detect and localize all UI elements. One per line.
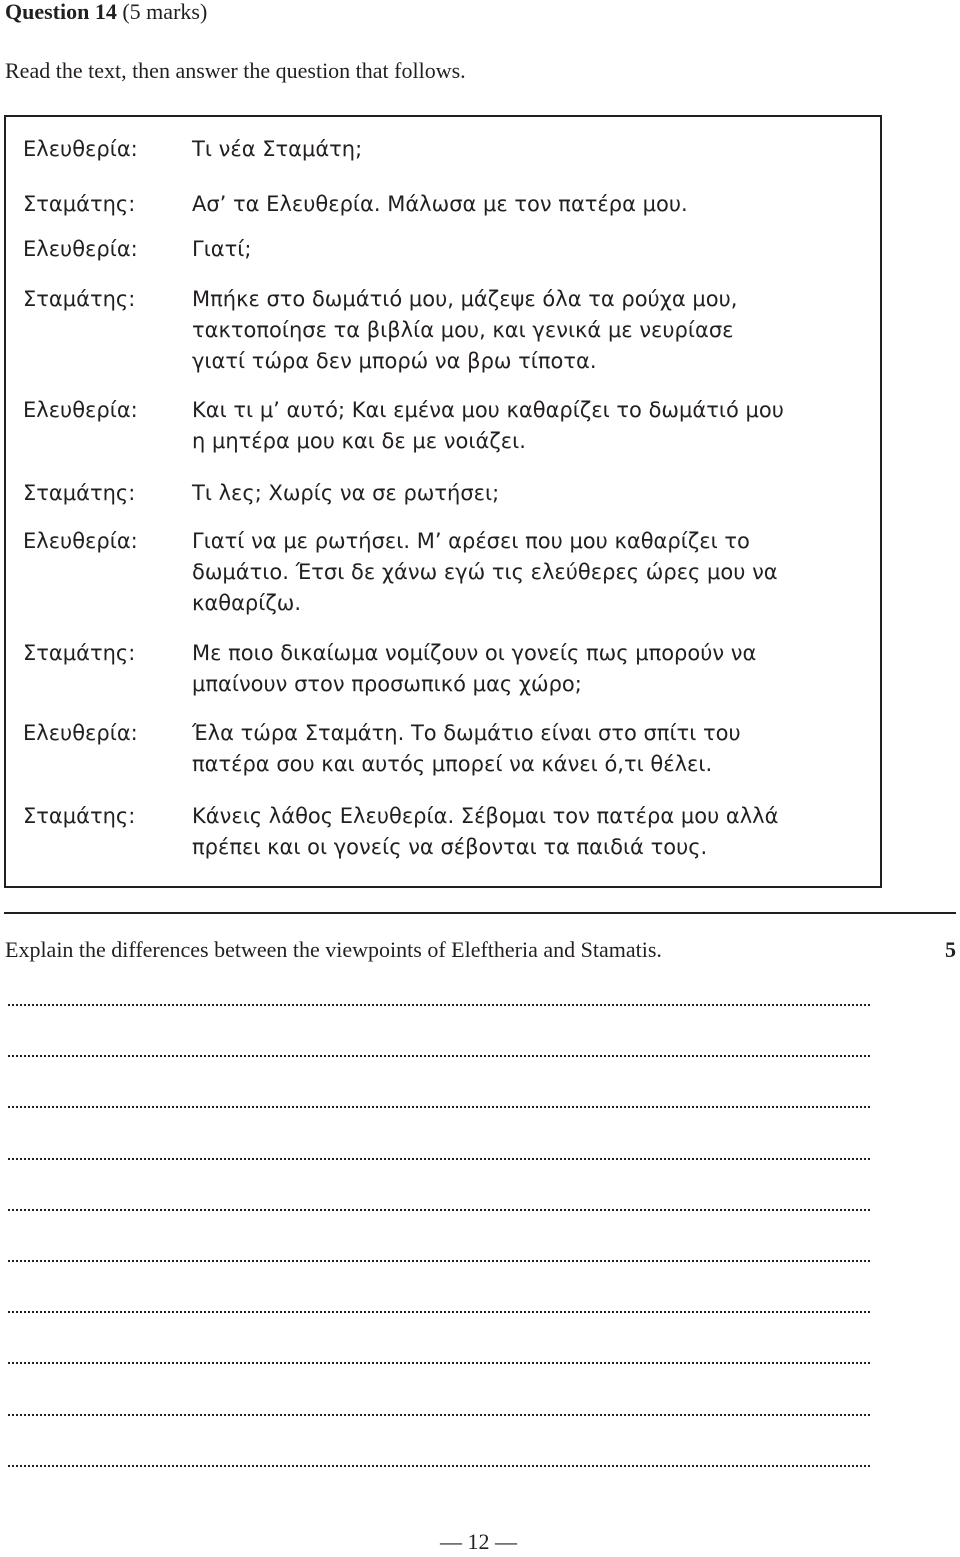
dialogue-box (4, 115, 882, 888)
dialogue-line: πρέπει και οι γονείς να σέβονται τα παιδιά τους. (192, 835, 708, 859)
dialogue-line: καθαρίζω. (192, 591, 302, 615)
dialogue-line: Τι νέα Σταμάτη; (192, 137, 363, 161)
task-marks: 5 (945, 937, 956, 962)
dialogue-line: Με ποιο δικαίωμα νομίζουν οι γονείς πως μπορούν να (192, 641, 757, 665)
dialogue-line: Έλα τώρα Σταμάτη. Το δωμάτιο είναι στο σπίτι του (192, 721, 741, 745)
answer-line[interactable] (8, 1158, 870, 1160)
page-number: — 12 — (440, 1529, 517, 1554)
answer-line[interactable] (8, 1055, 870, 1057)
answer-line[interactable] (8, 1004, 870, 1006)
dialogue-line: τακτοποίησε τα βιβλία μου, και γενικά με νευρίασε (192, 318, 734, 342)
speaker-name: Σταμάτης: (23, 287, 136, 311)
question-title: Question 14 (5, 0, 117, 24)
speaker-name: Σταμάτης: (23, 804, 136, 828)
answer-line[interactable] (8, 1362, 870, 1364)
section-divider (4, 912, 956, 914)
instruction-text: Read the text, then answer the question that follows. (5, 58, 466, 83)
answer-line[interactable] (8, 1209, 870, 1211)
speaker-name: Ελευθερία: (23, 237, 138, 261)
dialogue-line: η μητέρα μου και δε με νοιάζει. (192, 429, 526, 453)
answer-line[interactable] (8, 1106, 870, 1108)
task-prompt: Explain the differences between the viewpoints of Eleftheria and Stamatis. (5, 937, 662, 962)
speaker-name: Σταμάτης: (23, 481, 136, 505)
answer-line[interactable] (8, 1311, 870, 1313)
dialogue-line: γιατί τώρα δεν μπορώ να βρω τίποτα. (192, 349, 597, 373)
dialogue-line: Μπήκε στο δωμάτιό μου, μάζεψε όλα τα ρούχα μου, (192, 287, 738, 311)
question-marks-note: (5 marks) (122, 0, 208, 24)
speaker-name: Ελευθερία: (23, 398, 138, 422)
dialogue-line: Ασ’ τα Ελευθερία. Μάλωσα με τον πατέρα μου. (192, 192, 688, 216)
dialogue-line: μπαίνουν στον προσωπικό μας χώρο; (192, 672, 582, 696)
question-heading (5, 0, 207, 27)
dialogue-line: Κάνεις λάθος Ελευθερία. Σέβομαι τον πατέρα μου αλλά (192, 804, 779, 828)
dialogue-line: Γιατί; (192, 237, 252, 261)
speaker-name: Ελευθερία: (23, 529, 138, 553)
dialogue-line: Και τι μ’ αυτό; Και εμένα μου καθαρίζει το δωμάτιό μου (192, 398, 784, 422)
dialogue-line: πατέρα σου και αυτός μπορεί να κάνει ό,τι θέλει. (192, 752, 713, 776)
speaker-name: Ελευθερία: (23, 721, 138, 745)
dialogue-line: Γιατί να με ρωτήσει. Μ’ αρέσει που μου καθαρίζει το (192, 529, 750, 553)
dialogue-line: δωμάτιο. Έτσι δε χάνω εγώ τις ελεύθερες ώρες μου να (192, 560, 778, 584)
answer-line[interactable] (8, 1260, 870, 1262)
speaker-name: Ελευθερία: (23, 137, 138, 161)
speaker-name: Σταμάτης: (23, 641, 136, 665)
answer-line[interactable] (8, 1465, 870, 1467)
speaker-name: Σταμάτης: (23, 192, 136, 216)
answer-line[interactable] (8, 1414, 870, 1416)
dialogue-line: Τι λες; Χωρίς να σε ρωτήσει; (192, 481, 500, 505)
